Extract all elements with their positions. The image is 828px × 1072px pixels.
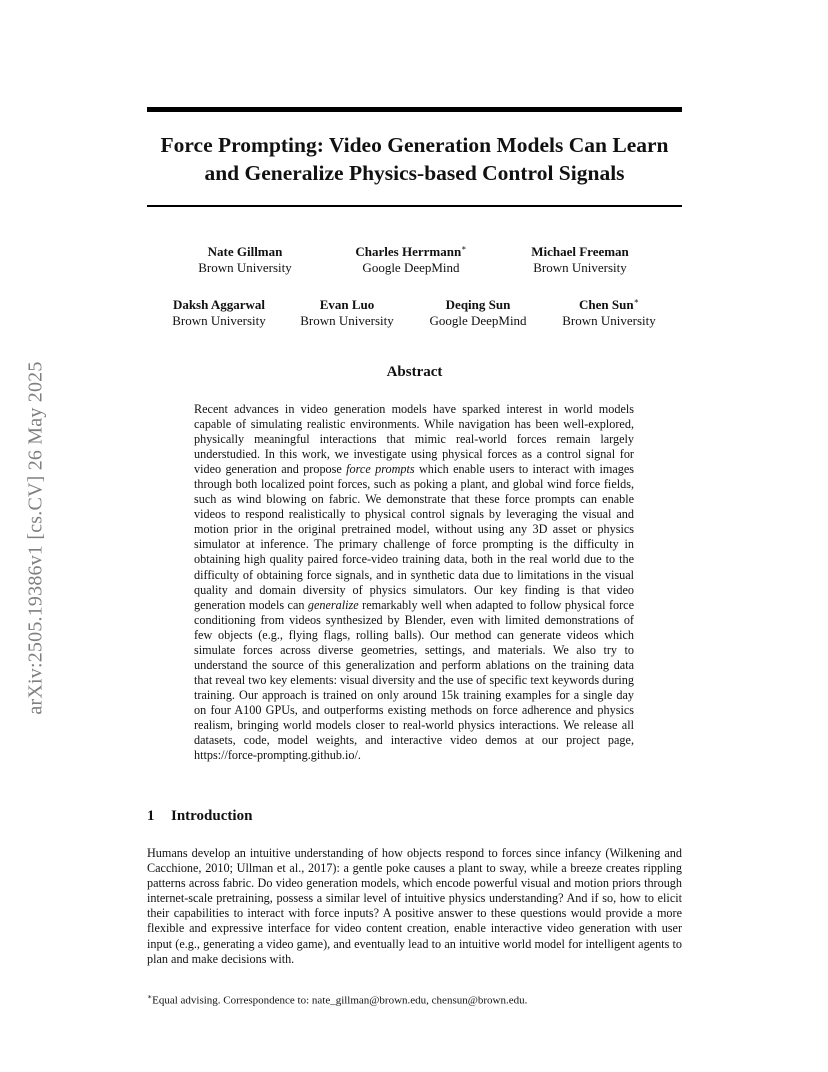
abstract-heading: Abstract bbox=[386, 364, 443, 380]
author-name: Deqing Sun bbox=[445, 297, 511, 312]
emphasis-generalize: generalize bbox=[307, 597, 359, 612]
author-name: Daksh Aggarwal bbox=[172, 297, 266, 312]
emphasis-force-prompts: force prompts bbox=[346, 462, 415, 477]
arxiv-identifier-text: arXiv:2505.19386v1 [cs.CV] 26 May 2025 bbox=[24, 361, 47, 715]
abstract-body: Recent advances in video generation models have sparked interest in world models capable of simulating realistic environments. While navigation has been well-explored, physically meaningful interactions that mimic real-world forces remain largely understudied. In this work, we investigate using physical forces as a control signal for video generation and propose force prompts which enable users to interact with images through both localized point forces, such as poking a plant, and global wind force fields, such as wind blowing on fabric. We demonstrate that these force prompts can enable videos to respond realistically to physical control signals by leveraging the visual and motion prior in the original pretrained model, without using any 3D asset or physics simulator at inference. The primary challenge of force prompting is the difficulty in obtaining high quality paired force-video training data, both in the real world due to the difficulty of obtaining force signals, and in synthetic data due to limitations in the visual quality and domain diversity of physics simulators. Our key finding is that video generation models can generalize remarkably well when adapted to follow physical force conditioning from videos synthesized by Blender, even with limited demonstrations of few objects (e.g., flying flags, rolling balls). Our method can generate videos which simulate forces across diverse geometries, settings, and materials. We also try to understand the source of this generalization and perform ablations on the training data that reveal two key elements: visual diversity and the use of specific text keywords during training. Our approach is trained on only around 15k training examples for a single day on four A100 GPUs, and outperforms existing methods on force adherence and physics realism, bringing world models closer to real-world physics interactions. We release all datasets, code, model weights, and interactive video demos at our project page, https://force-prompting.github.io/. bbox=[194, 402, 635, 763]
author-affiliation: Google DeepMind bbox=[362, 260, 460, 275]
author-block bbox=[172, 297, 266, 329]
author-block bbox=[355, 244, 466, 276]
author-affiliation: Brown University bbox=[172, 313, 266, 328]
footnote bbox=[147, 990, 682, 1008]
author-affiliation: Brown University bbox=[562, 313, 656, 328]
paper-title: Force Prompting: Video Generation Models Can Learn and Generalize Physics-based Control Signals bbox=[160, 133, 669, 185]
author-block bbox=[562, 297, 656, 329]
author-block bbox=[300, 297, 394, 329]
introduction-body: Humans develop an intuitive understanding of how objects respond to forces since infancy (Wilkening and Cacchione, 2010; Ullman et al., 2017): a gentle poke causes a plant to sway, while a breeze creates rippling patterns across fabric. Do video generation models, which encode powerful visual and motion priors through internet-scale pretraining, possess a similar level of intuitive physics understanding? And if so, how to elicit their capabilities to interact with force inputs? A positive answer to these questions would provide a more flexible and expressive interface for video content creation, enable interactive video generation with user input (e.g., generating a video game), and eventually lead to an intuitive world model for intelligent agents to plan and make decisions with. bbox=[147, 846, 682, 966]
author-block bbox=[198, 244, 292, 276]
section-title: Introduction bbox=[171, 808, 253, 824]
footnote-text: Equal advising. Correspondence to: nate_gillman@brown.edu, chensun@brown.edu. bbox=[152, 994, 528, 1007]
section-heading-introduction bbox=[147, 808, 252, 825]
author-name: Chen Sun∗ bbox=[579, 296, 639, 312]
author-block bbox=[531, 244, 629, 276]
author-name: Michael Freeman bbox=[531, 244, 629, 259]
author-affiliation: Brown University bbox=[300, 313, 394, 328]
author-affiliation: Brown University bbox=[533, 260, 627, 275]
title-top-rule bbox=[147, 107, 682, 112]
author-name: Evan Luo bbox=[319, 297, 375, 312]
footnote-mark: ∗ bbox=[147, 992, 153, 1001]
section-number: 1 bbox=[147, 808, 155, 824]
author-affiliation: Brown University bbox=[198, 260, 292, 275]
author-affiliation: Google DeepMind bbox=[429, 313, 527, 328]
author-name: Nate Gillman bbox=[207, 244, 283, 259]
author-block bbox=[429, 297, 526, 329]
author-name: Charles Herrmann∗ bbox=[355, 243, 467, 259]
title-bottom-rule bbox=[147, 205, 682, 207]
